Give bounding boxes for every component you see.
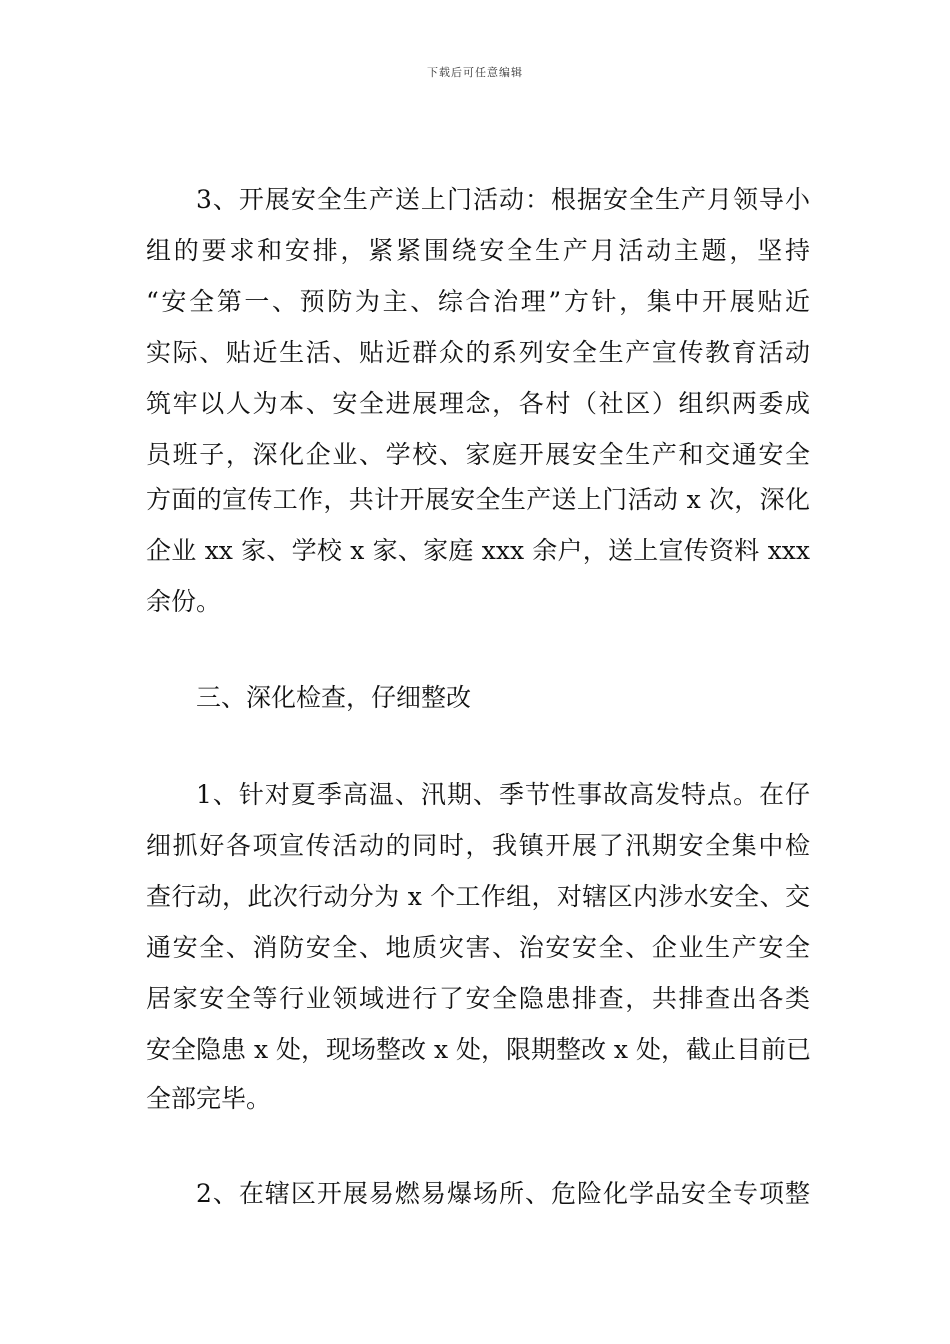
paragraph-line: “安全第一、预防为主、综合治理”方针，集中开展贴近 [146, 287, 810, 316]
paragraph-line: 筑牢以人为本、安全进展理念，各村（社区）组织两委成 [146, 389, 810, 418]
section-heading: 三、深化检查，仔细整改 [196, 683, 472, 712]
paragraph-line: 1、针对夏季高温、汛期、季节性事故高发特点。在仔 [196, 780, 810, 809]
page-header: 下载后可任意编辑 [427, 66, 523, 79]
paragraph-line: 组的要求和安排，紧紧围绕安全生产月活动主题，坚持 [146, 236, 810, 265]
paragraph-line: 居家安全等行业领域进行了安全隐患排查，共排查出各类 [146, 984, 810, 1013]
paragraph-line: 余份。 [146, 587, 222, 616]
paragraph-line: 全部完毕。 [146, 1084, 272, 1113]
paragraph-line: 2、在辖区开展易燃易爆场所、危险化学品安全专项整 [196, 1179, 810, 1208]
paragraph-line: 安全隐患 x 处，现场整改 x 处，限期整改 x 处，截止目前已 [146, 1035, 811, 1064]
paragraph-line: 企业 xx 家、学校 x 家、家庭 xxx 余户，送上宣传资料 xxx [146, 536, 810, 565]
paragraph-line: 查行动，此次行动分为 x 个工作组，对辖区内涉水安全、交 [146, 882, 810, 911]
paragraph-line: 细抓好各项宣传活动的同时，我镇开展了汛期安全集中检 [146, 831, 810, 860]
paragraph-line: 方面的宣传工作，共计开展安全生产送上门活动 x 次，深化 [146, 485, 810, 514]
paragraph-line: 员班子，深化企业、学校、家庭开展安全生产和交通安全 [146, 440, 810, 469]
paragraph-line: 3、开展安全生产送上门活动：根据安全生产月领导小 [196, 185, 810, 214]
paragraph-line: 实际、贴近生活、贴近群众的系列安全生产宣传教育活动 [146, 338, 810, 367]
paragraph-line: 通安全、消防安全、地质灾害、治安安全、企业生产安全 [146, 933, 810, 962]
